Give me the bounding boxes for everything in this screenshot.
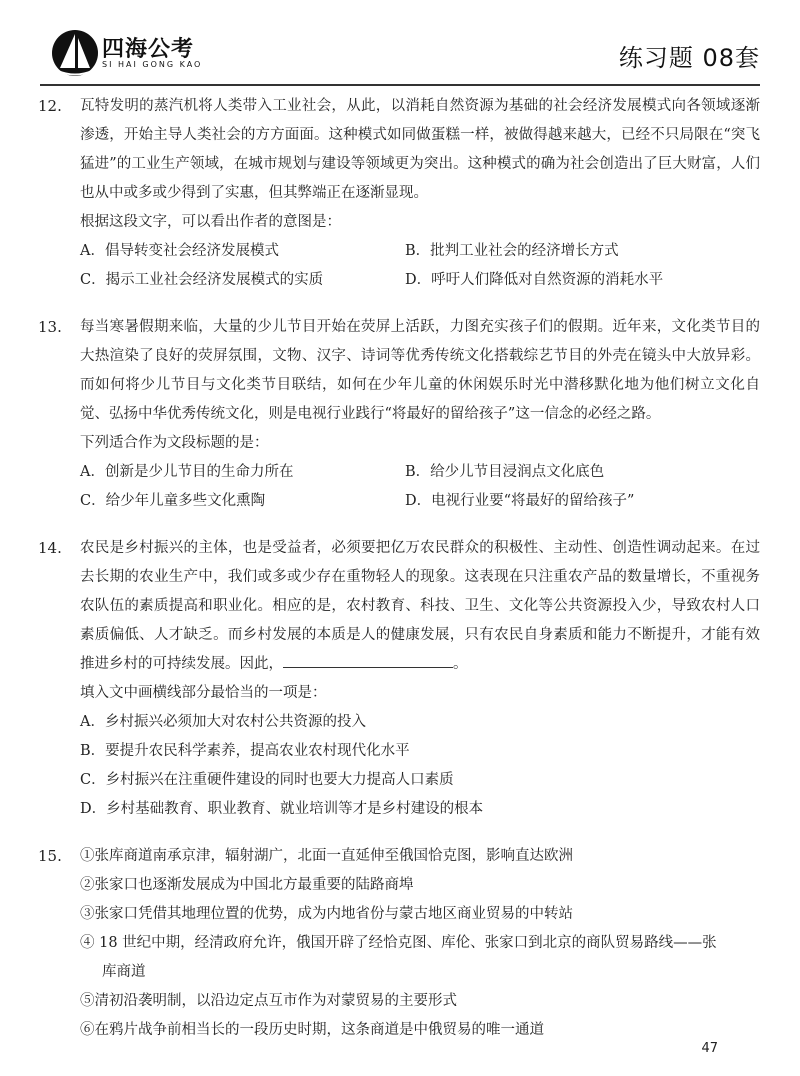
option-d[interactable]: D．呼吁人们降低对自然资源的消耗水平	[405, 272, 664, 288]
logo-name: 四海公考	[102, 37, 195, 62]
passage-text: 农民是乡村振兴的主体，也是受益者，必须要把亿万农民群众的积极性、主动性、创造性调动起来。在过去长期的农业生产中，我们或多或少存在重物轻人的现象。这表现在只注重农产品的数量增长，不重视务农队伍的素质提高和职业化。相应的是，农村教育、科技、卫生、文化等公共资源投入少，导致农村人口素质偏低、人才缺乏。而乡村发展的本质是人的健康发展，只有农民自身素质和能力不断提升，才能有效推进乡村的可持续发展。因此，	[80, 540, 760, 672]
question-number: 13.	[38, 318, 62, 336]
question-number: 14.	[38, 539, 62, 557]
sentence-item: ①张库商道南承京津，辐射湖广，北面一直延伸至俄国恰克图，影响直达欧洲	[80, 848, 573, 864]
sentence-item: ④ 18 世纪中期，经清政府允许，俄国开辟了经恰克图、库伦、张家口到北京的商队贸易路线——张	[80, 935, 717, 951]
question-14	[38, 534, 760, 824]
option-c[interactable]: C．揭示工业社会经济发展模式的实质	[80, 272, 324, 288]
option-d[interactable]: D．乡村基础教育、职业教育、就业培训等才是乡村建设的根本	[80, 801, 484, 817]
fill-blank-line	[283, 651, 453, 668]
question-15	[38, 842, 760, 1045]
logo-subtitle: SI HAI GONG KAO	[102, 60, 203, 69]
sentence-item: ③张家口凭借其地理位置的优势，成为内地省份与蒙古地区商业贸易的中转站	[80, 906, 573, 922]
question-passage: 每当寒暑假期来临，大量的少儿节目开始在荧屏上活跃，力图充实孩子们的假期。近年来，文化类节目的大热渲染了良好的荧屏氛围，文物、汉字、诗词等优秀传统文化搭载综艺节目的外壳在镜头中大放异彩。而如何将少儿节目与文化类节目联结，如何在少年儿童的休闲娱乐时光中潜移默化地为他们树立文化自觉、弘扬中华优秀传统文化，则是电视行业践行“将最好的留给孩子”这一信念的必经之路。	[80, 319, 760, 422]
passage-end: 。	[453, 656, 468, 672]
header-divider	[40, 84, 760, 86]
option-grid	[80, 458, 760, 516]
option-a[interactable]: A．创新是少儿节目的生命力所在	[80, 464, 294, 480]
exercise-set-title: 练习题 08套	[618, 44, 760, 72]
question-passage	[80, 534, 760, 679]
option-b[interactable]: B．要提升农民科学素养，提高农业农村现代化水平	[80, 743, 410, 759]
question-12	[38, 92, 760, 295]
option-grid	[80, 237, 760, 295]
question-stem: 根据这段文字，可以看出作者的意图是：	[80, 214, 341, 230]
question-stem: 填入文中画横线部分最恰当的一项是：	[80, 685, 327, 701]
sail-logo-icon	[50, 28, 100, 78]
question-passage: 瓦特发明的蒸汽机将人类带入工业社会，从此，以消耗自然资源为基础的社会经济发展模式向各领域逐渐渗透，开始主导人类社会的方方面面。这种模式如同做蛋糕一样，被做得越来越大，已经不只局限在“突飞猛进”的工业生产领域，在城市规划与建设等领域更为突出。这种模式的确为社会创造出了巨大财富，人们也从中或多或少得到了实惠，但其弊端正在逐渐显现。	[80, 98, 760, 201]
option-c[interactable]: C．给少年儿童多些文化熏陶	[80, 493, 266, 509]
option-a[interactable]: A．乡村振兴必须加大对农村公共资源的投入	[80, 714, 366, 730]
option-b[interactable]: B．批判工业社会的经济增长方式	[405, 243, 619, 259]
question-stem: 下列适合作为文段标题的是：	[80, 435, 269, 451]
question-number: 15.	[38, 847, 62, 865]
option-a[interactable]: A．倡导转变社会经济发展模式	[80, 243, 279, 259]
option-c[interactable]: C．乡村振兴在注重硬件建设的同时也要大力提高人口素质	[80, 772, 454, 788]
brand-logo	[50, 28, 210, 78]
question-number: 12.	[38, 97, 62, 115]
question-list	[38, 92, 760, 1063]
sentence-item: ⑥在鸦片战争前相当长的一段历史时期，这条商道是中俄贸易的唯一通道	[80, 1022, 544, 1038]
page-number: 47	[701, 1041, 718, 1056]
option-d[interactable]: D．电视行业要“将最好的留给孩子”	[405, 493, 635, 509]
question-13	[38, 313, 760, 516]
sentence-item-continued: 库商道	[102, 964, 146, 980]
sentence-item: ②张家口也逐渐发展成为中国北方最重要的陆路商埠	[80, 877, 414, 893]
option-b[interactable]: B．给少儿节目浸润点文化底色	[405, 464, 605, 480]
page-header	[40, 28, 760, 88]
sentence-item: ⑤清初沿袭明制，以沿边定点互市作为对蒙贸易的主要形式	[80, 993, 457, 1009]
